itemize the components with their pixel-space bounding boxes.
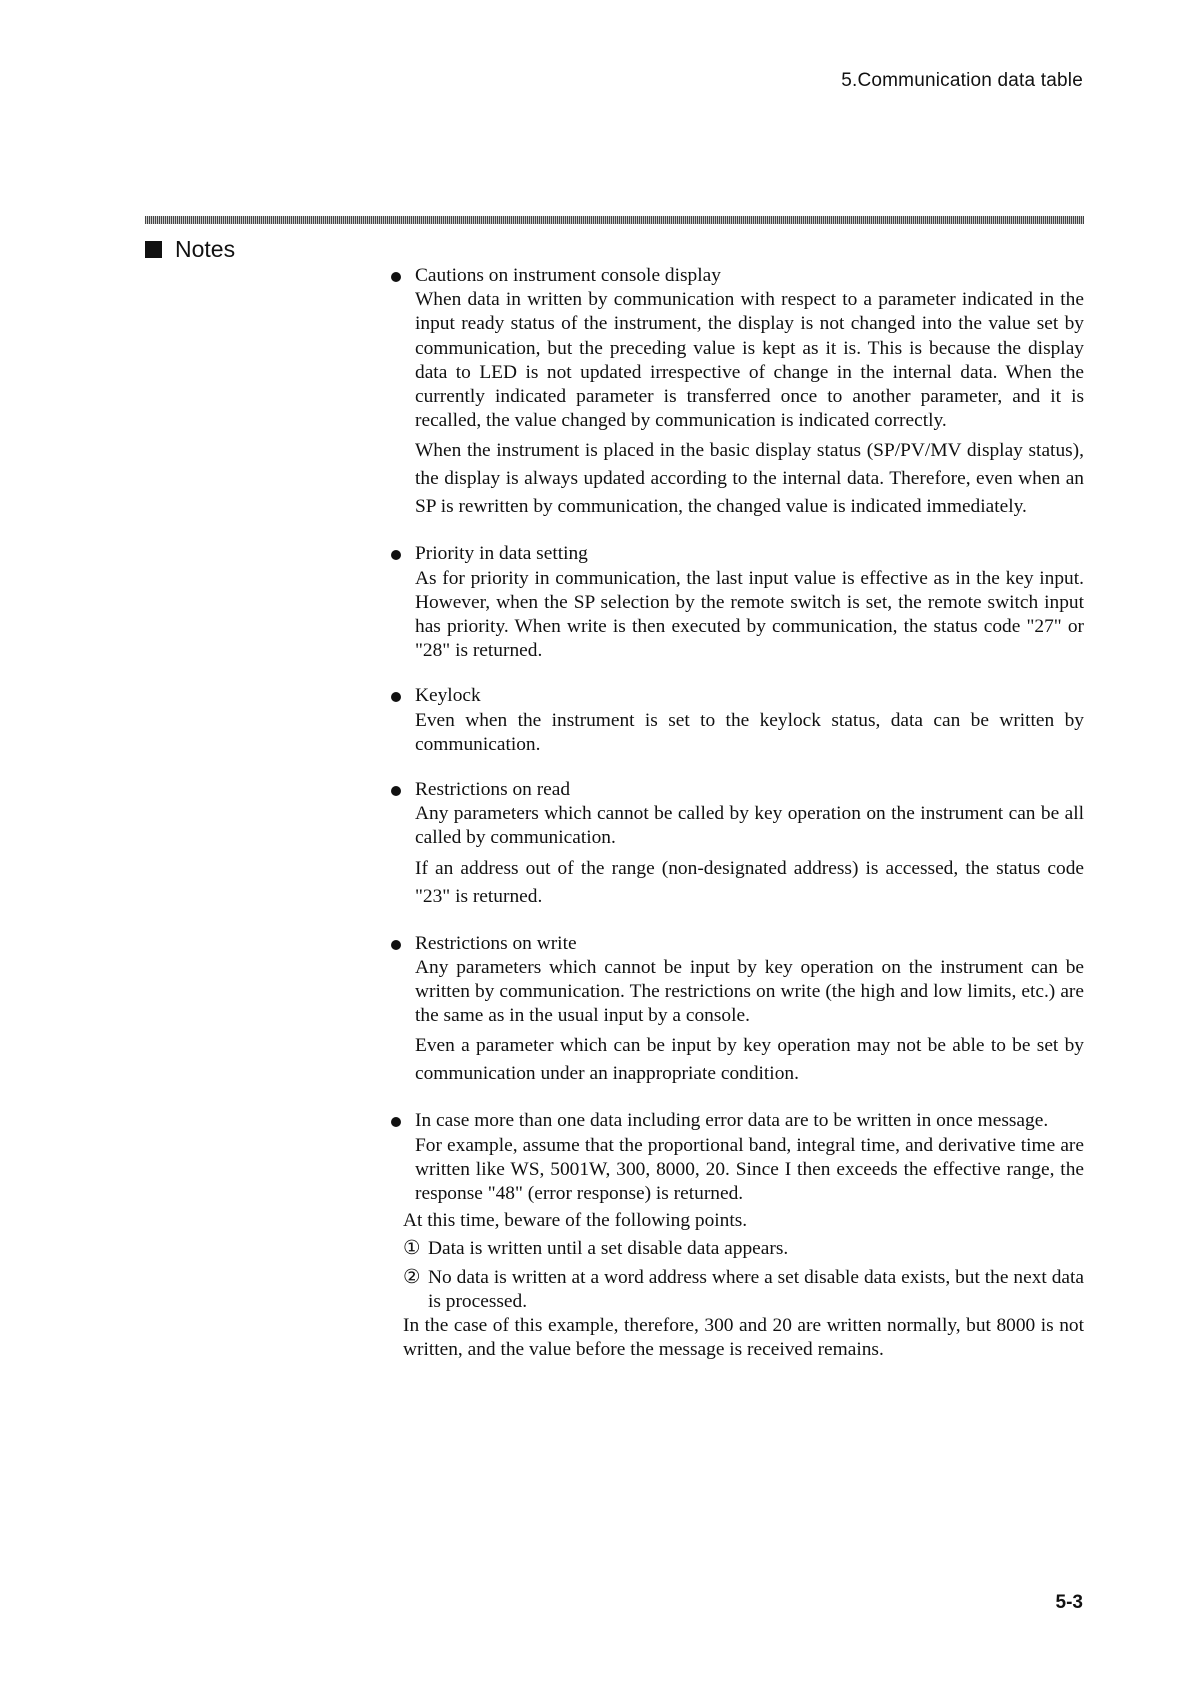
note-title: In case more than one data including error data are to be written in once message. — [415, 1110, 1049, 1132]
note-paragraph: Any parameters which cannot be called by key operation on the instrument can be all called by communication. — [415, 803, 1084, 849]
note-title: Restrictions on read — [415, 779, 571, 801]
bullet-dot-icon — [391, 786, 401, 796]
page-number: 5-3 — [1055, 1592, 1083, 1613]
note-item — [388, 542, 1084, 663]
numbered-point-text: No data is written at a word address where a set disable data exists, but the next data is processed. — [428, 1266, 1084, 1312]
numbered-point — [403, 1237, 1084, 1261]
section-divider — [145, 216, 1084, 224]
note-paragraph: When data in written by communication with respect to a parameter indicated in the input ready status of the instrument, the display is not changed into the value set by communication, but the preceding value is kept as it is. This is because the display data to LED is not updated irrespective of change in the internal data. When the currently indicated parameter is transferred once to another parameter, and it is recalled, the value changed by communication is indicated correctly. — [415, 289, 1084, 432]
note-title: Cautions on instrument console display — [415, 265, 721, 286]
note-item — [388, 778, 1084, 911]
tail-conclusion: In the case of this example, therefore, 300 and 20 are written normally, but 8000 is not written, and the value before the message is received remains. — [403, 1315, 1084, 1361]
bullet-dot-icon — [391, 1117, 401, 1127]
bullet-dot-icon — [391, 550, 401, 560]
note-paragraph: Any parameters which cannot be input by key operation on the instrument can be written by communication. The restrictions on write (the high and low limits, etc.) are the same as in the usual input by a console. — [415, 956, 1084, 1027]
note-paragraph: If an address out of the range (non-designated address) is accessed, the status code "23" is returned. — [415, 857, 1084, 907]
note-item — [388, 684, 1084, 757]
note-paragraph: As for priority in communication, the last input value is effective as in the key input. However, when the SP selection by the remote switch is set, the remote switch input has priority. When write is then executed by communication, the status code "27" or "28" is returned. — [415, 567, 1084, 662]
running-header: 5.Communication data table — [841, 70, 1083, 91]
numbered-point — [403, 1266, 1084, 1314]
bullet-dot-icon — [391, 272, 401, 282]
circled-number: ① — [403, 1238, 421, 1260]
note-item — [388, 264, 1084, 521]
note-paragraph: For example, assume that the proportional band, integral time, and derivative time are written like WS, 5001W, 300, 8000, 20. Since I then exceeds the effective range, the response "48" (error response) is returned. — [415, 1134, 1084, 1205]
section-title: Notes — [175, 236, 236, 262]
note-title: Priority in data setting — [415, 543, 588, 565]
note-paragraph: Even when the instrument is set to the keylock status, data can be written by communication. — [415, 709, 1084, 755]
section-heading — [145, 236, 235, 263]
note-item — [388, 932, 1084, 1089]
note-conclusion — [403, 1209, 1084, 1362]
bullet-dot-icon — [391, 940, 401, 950]
note-paragraph: When the instrument is placed in the basic display status (SP/PV/MV display status), the display is always updated according to the internal data. Therefore, even when an SP is rewritten by communication, the changed value is indicated immediately. — [415, 440, 1084, 518]
numbered-point-text: Data is written until a set disable data appears. — [428, 1238, 789, 1260]
note-title: Keylock — [415, 685, 481, 707]
note-title: Restrictions on write — [415, 932, 577, 954]
note-paragraph: Even a parameter which can be input by key operation may not be able to be set by communication under an inappropriate condition. — [415, 1035, 1084, 1085]
notes-content — [388, 264, 1084, 1363]
note-item — [388, 1109, 1084, 1206]
tail-intro: At this time, beware of the following points. — [403, 1210, 748, 1232]
square-bullet-icon — [145, 241, 162, 258]
circled-number: ② — [403, 1266, 421, 1288]
bullet-dot-icon — [391, 692, 401, 702]
